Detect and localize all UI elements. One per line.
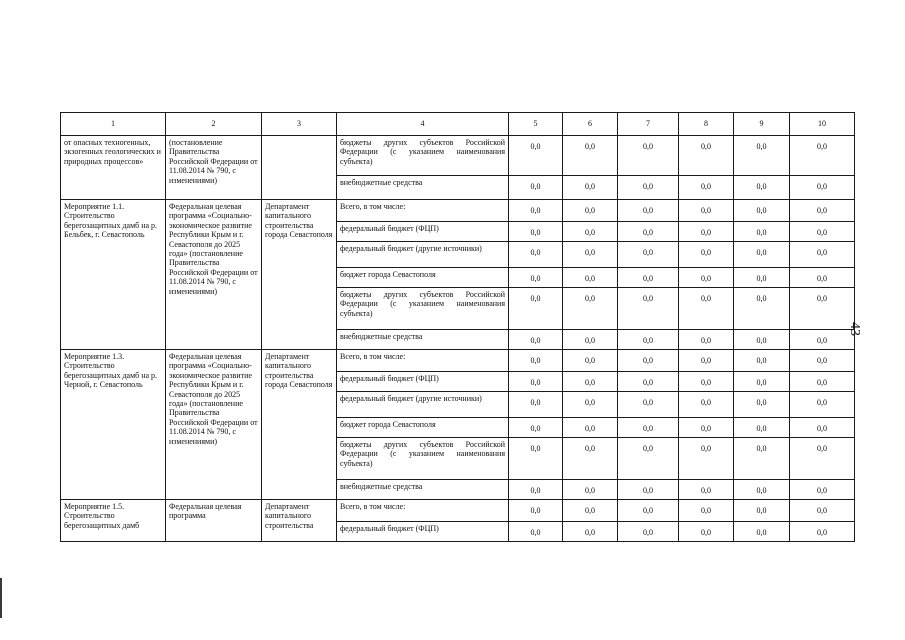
amount-cell: 0,0 — [509, 522, 563, 542]
program-cell: Федеральная целевая программа «Социально-экономическое развитие Республики Крым и г. Севастополя до 2025 года» (постановление Правительства Российской Федерации от 11.08.2014 № 790, с изменениями) — [166, 350, 262, 500]
table-row — [61, 136, 855, 176]
amount-cell: 0,0 — [790, 268, 855, 288]
amount-cell: 0,0 — [509, 268, 563, 288]
amount-cell: 0,0 — [618, 222, 679, 242]
amount-cell: 0,0 — [563, 136, 618, 176]
funding-source-cell: бюджеты других субъектов Российской Федерации (с указанием наименования субъекта) — [337, 288, 509, 330]
header-cell: 1 — [61, 113, 166, 136]
amount-cell: 0,0 — [563, 176, 618, 200]
funding-source-cell: федеральный бюджет (ФЦП) — [337, 372, 509, 392]
amount-cell: 0,0 — [679, 222, 734, 242]
amount-cell: 0,0 — [790, 350, 855, 372]
amount-cell: 0,0 — [734, 392, 790, 418]
amount-cell: 0,0 — [679, 136, 734, 176]
amount-cell: 0,0 — [679, 438, 734, 480]
amount-cell: 0,0 — [563, 350, 618, 372]
amount-cell: 0,0 — [509, 418, 563, 438]
amount-cell: 0,0 — [679, 522, 734, 542]
funding-source-cell: бюджет города Севастополя — [337, 418, 509, 438]
amount-cell: 0,0 — [509, 200, 563, 222]
executor-cell: Департамент капитального строительства города Севастополя — [262, 200, 337, 350]
amount-cell: 0,0 — [509, 330, 563, 350]
amount-cell: 0,0 — [509, 222, 563, 242]
amount-cell: 0,0 — [679, 392, 734, 418]
amount-cell: 0,0 — [563, 242, 618, 268]
amount-cell: 0,0 — [679, 480, 734, 500]
amount-cell: 0,0 — [618, 522, 679, 542]
amount-cell: 0,0 — [618, 200, 679, 222]
amount-cell: 0,0 — [509, 136, 563, 176]
program-cell: Федеральная целевая программа «Социально-экономическое развитие Республики Крым и г. Севастополя до 2025 года» (постановление Правительства Российской Федерации от 11.08.2014 № 790, с изменениями) — [166, 200, 262, 350]
funding-source-cell: федеральный бюджет (другие источники) — [337, 392, 509, 418]
amount-cell: 0,0 — [679, 288, 734, 330]
amount-cell: 0,0 — [618, 392, 679, 418]
amount-cell: 0,0 — [734, 522, 790, 542]
amount-cell: 0,0 — [618, 500, 679, 522]
amount-cell: 0,0 — [563, 372, 618, 392]
amount-cell: 0,0 — [618, 372, 679, 392]
amount-cell: 0,0 — [734, 350, 790, 372]
amount-cell: 0,0 — [618, 288, 679, 330]
amount-cell: 0,0 — [790, 242, 855, 268]
amount-cell: 0,0 — [734, 268, 790, 288]
amount-cell: 0,0 — [563, 500, 618, 522]
measure-name-cell: от опасных техногенных, экзогенных геологических и природных процессов» — [61, 136, 166, 200]
table-row — [61, 200, 855, 222]
amount-cell: 0,0 — [618, 136, 679, 176]
funding-source-cell: Всего, в том числе: — [337, 500, 509, 522]
amount-cell: 0,0 — [790, 500, 855, 522]
header-cell: 9 — [734, 113, 790, 136]
amount-cell: 0,0 — [618, 438, 679, 480]
measure-name-cell: Мероприятие 1.3. Строительство берегозащитных дамб на р. Черной, г. Севастополь — [61, 350, 166, 500]
header-cell: 3 — [262, 113, 337, 136]
amount-cell: 0,0 — [790, 392, 855, 418]
funding-source-cell: федеральный бюджет (ФЦП) — [337, 522, 509, 542]
amount-cell: 0,0 — [679, 372, 734, 392]
amount-cell: 0,0 — [618, 242, 679, 268]
table-header-row — [61, 113, 855, 136]
executor-cell: Департамент капитального строительства — [262, 500, 337, 542]
amount-cell: 0,0 — [563, 222, 618, 242]
program-cell: Федеральная целевая программа — [166, 500, 262, 542]
header-cell: 10 — [790, 113, 855, 136]
funding-source-cell: внебюджетные средства — [337, 330, 509, 350]
amount-cell: 0,0 — [618, 418, 679, 438]
funding-source-cell: Всего, в том числе: — [337, 350, 509, 372]
page-number: 43 — [847, 322, 862, 336]
funding-source-cell: федеральный бюджет (ФЦП) — [337, 222, 509, 242]
amount-cell: 0,0 — [790, 418, 855, 438]
amount-cell: 0,0 — [563, 288, 618, 330]
table-row — [61, 500, 855, 522]
funding-table — [60, 112, 855, 542]
amount-cell: 0,0 — [509, 480, 563, 500]
measure-name-cell: Мероприятие 1.1. Строительство берегозащитных дамб на р. Бельбек, г. Севастополь — [61, 200, 166, 350]
amount-cell: 0,0 — [790, 330, 855, 350]
amount-cell: 0,0 — [563, 268, 618, 288]
header-cell: 7 — [618, 113, 679, 136]
amount-cell: 0,0 — [734, 438, 790, 480]
amount-cell: 0,0 — [679, 242, 734, 268]
funding-source-cell: бюджеты других субъектов Российской Федерации (с указанием наименования субъекта) — [337, 438, 509, 480]
table-row — [61, 350, 855, 372]
amount-cell: 0,0 — [563, 418, 618, 438]
amount-cell: 0,0 — [790, 176, 855, 200]
amount-cell: 0,0 — [734, 136, 790, 176]
amount-cell: 0,0 — [679, 418, 734, 438]
amount-cell: 0,0 — [679, 176, 734, 200]
amount-cell: 0,0 — [618, 350, 679, 372]
header-cell: 6 — [563, 113, 618, 136]
amount-cell: 0,0 — [618, 330, 679, 350]
amount-cell: 0,0 — [790, 480, 855, 500]
amount-cell: 0,0 — [734, 176, 790, 200]
amount-cell: 0,0 — [790, 222, 855, 242]
executor-cell — [262, 136, 337, 200]
amount-cell: 0,0 — [618, 268, 679, 288]
amount-cell: 0,0 — [679, 330, 734, 350]
amount-cell: 0,0 — [563, 438, 618, 480]
amount-cell: 0,0 — [563, 392, 618, 418]
amount-cell: 0,0 — [734, 242, 790, 268]
amount-cell: 0,0 — [790, 522, 855, 542]
amount-cell: 0,0 — [509, 392, 563, 418]
amount-cell: 0,0 — [734, 288, 790, 330]
amount-cell: 0,0 — [563, 200, 618, 222]
funding-source-cell: федеральный бюджет (другие источники) — [337, 242, 509, 268]
amount-cell: 0,0 — [509, 288, 563, 330]
amount-cell: 0,0 — [790, 288, 855, 330]
amount-cell: 0,0 — [509, 176, 563, 200]
amount-cell: 0,0 — [679, 200, 734, 222]
header-cell: 2 — [166, 113, 262, 136]
amount-cell: 0,0 — [734, 500, 790, 522]
amount-cell: 0,0 — [734, 418, 790, 438]
amount-cell: 0,0 — [734, 480, 790, 500]
amount-cell: 0,0 — [790, 136, 855, 176]
funding-source-cell: внебюджетные средства — [337, 480, 509, 500]
amount-cell: 0,0 — [734, 200, 790, 222]
amount-cell: 0,0 — [509, 500, 563, 522]
funding-source-cell: бюджеты других субъектов Российской Федерации (с указанием наименования субъекта) — [337, 136, 509, 176]
amount-cell: 0,0 — [679, 268, 734, 288]
scan-edge-mark — [0, 578, 2, 618]
amount-cell: 0,0 — [734, 330, 790, 350]
amount-cell: 0,0 — [509, 350, 563, 372]
amount-cell: 0,0 — [618, 480, 679, 500]
executor-cell: Департамент капитального строительства города Севастополя — [262, 350, 337, 500]
funding-source-cell: бюджет города Севастополя — [337, 268, 509, 288]
amount-cell: 0,0 — [509, 372, 563, 392]
amount-cell: 0,0 — [563, 522, 618, 542]
amount-cell: 0,0 — [563, 480, 618, 500]
amount-cell: 0,0 — [790, 200, 855, 222]
amount-cell: 0,0 — [679, 500, 734, 522]
amount-cell: 0,0 — [734, 222, 790, 242]
amount-cell: 0,0 — [509, 438, 563, 480]
header-cell: 8 — [679, 113, 734, 136]
amount-cell: 0,0 — [563, 330, 618, 350]
amount-cell: 0,0 — [790, 372, 855, 392]
funding-source-cell: внебюджетные средства — [337, 176, 509, 200]
amount-cell: 0,0 — [734, 372, 790, 392]
measure-name-cell: Мероприятие 1.5. Строительство берегозащитных дамб — [61, 500, 166, 542]
funding-source-cell: Всего, в том числе: — [337, 200, 509, 222]
amount-cell: 0,0 — [618, 176, 679, 200]
amount-cell: 0,0 — [509, 242, 563, 268]
amount-cell: 0,0 — [679, 350, 734, 372]
header-cell: 5 — [509, 113, 563, 136]
program-cell: (постановление Правительства Российской Федерации от 11.08.2014 № 790, с изменениями) — [166, 136, 262, 200]
amount-cell: 0,0 — [790, 438, 855, 480]
header-cell: 4 — [337, 113, 509, 136]
